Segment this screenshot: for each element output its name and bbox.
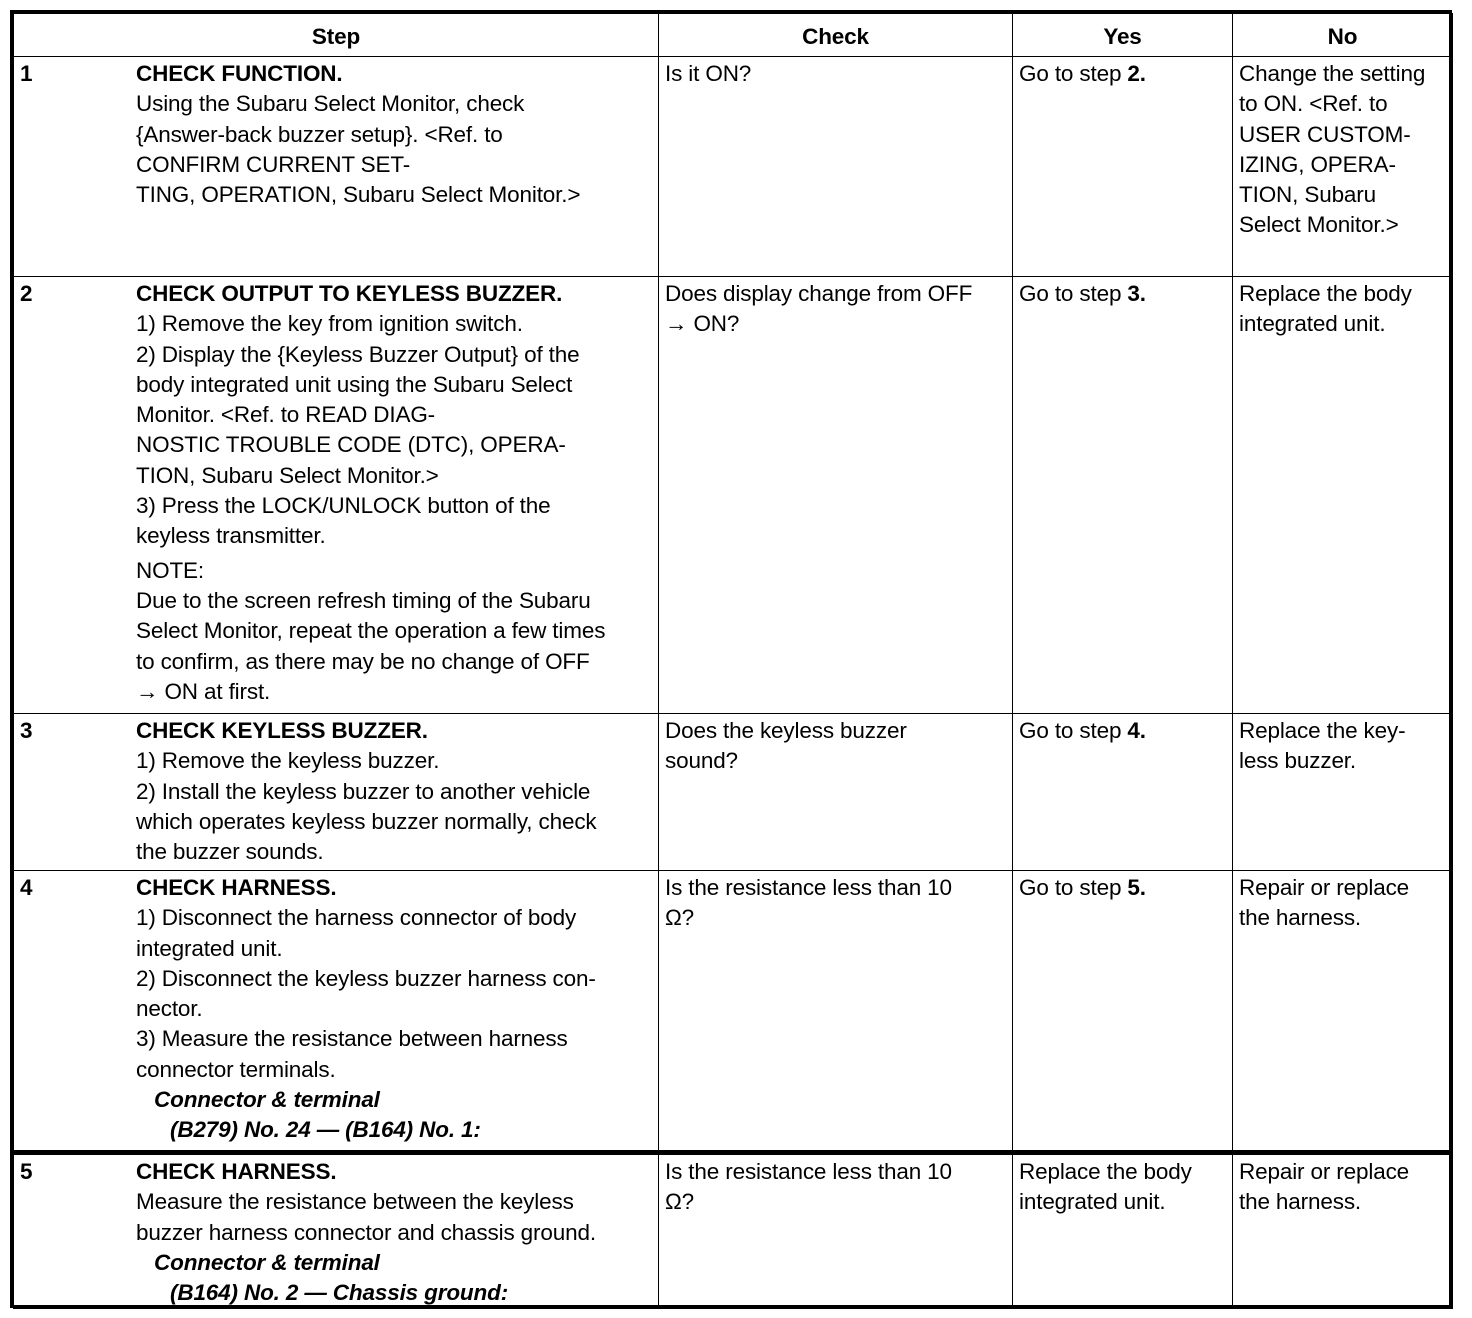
check-cell	[659, 871, 1013, 1153]
step-cell	[14, 714, 659, 871]
no-text-line: USER CUSTOM-	[1239, 121, 1411, 147]
yes-step-ref: 4.	[1127, 718, 1146, 743]
step-number: 5	[20, 1159, 33, 1184]
check-text-line: Does display change from OFF	[665, 281, 973, 306]
no-text-line: the harness.	[1239, 905, 1362, 931]
yes-step-ref: 5.	[1127, 875, 1146, 900]
yes-text: Go to step	[1019, 718, 1128, 743]
yes-text-line: Replace the body	[1019, 1159, 1192, 1184]
diagnostic-procedure-table	[10, 10, 1452, 1308]
step-text-line: Measure the resistance between the keyless	[136, 1189, 574, 1215]
step-cell	[14, 1153, 659, 1309]
step-number: 3	[20, 718, 33, 743]
no-cell	[1233, 714, 1453, 871]
step-text-line: connector terminals.	[136, 1056, 336, 1082]
no-text-line: less buzzer.	[1239, 748, 1357, 774]
table-row	[14, 871, 1453, 1153]
no-cell	[1233, 871, 1453, 1153]
no-text-line: Select Monitor.>	[1239, 212, 1399, 238]
step-title: CHECK OUTPUT TO KEYLESS BUZZER.	[136, 281, 563, 306]
step-text-line: 3) Measure the resistance between harness	[136, 1026, 568, 1052]
step-text-line: 1) Disconnect the harness connector of body	[136, 905, 577, 931]
step-text-line: buzzer harness connector and chassis ground.	[136, 1219, 596, 1245]
step-text-line: CONFIRM CURRENT SET-	[136, 151, 411, 177]
step-text-line: 2) Install the keyless buzzer to another vehicle	[136, 778, 591, 804]
yes-step-ref: 3.	[1127, 281, 1146, 306]
check-text-line: Is the resistance less than 10	[665, 875, 952, 900]
step-number: 4	[20, 875, 33, 900]
step-text-line: TION, Subaru Select Monitor.>	[136, 462, 439, 488]
yes-cell	[1013, 714, 1233, 871]
step-title: CHECK KEYLESS BUZZER.	[136, 718, 428, 743]
check-text-line: Does the keyless buzzer	[665, 718, 907, 743]
header-row	[14, 14, 1453, 57]
step-text-line: keyless transmitter.	[136, 523, 326, 549]
note-text-line: Select Monitor, repeat the operation a few times	[136, 618, 606, 644]
check-text-line: → ON?	[665, 311, 740, 337]
step-text-line: which operates keyless buzzer normally, check	[136, 808, 597, 834]
check-cell	[659, 57, 1013, 277]
step-cell	[14, 871, 659, 1153]
step-text-line: Monitor. <Ref. to READ DIAG-	[136, 402, 436, 428]
no-cell	[1233, 57, 1453, 277]
step-number: 2	[20, 281, 33, 306]
yes-text: Go to step	[1019, 61, 1128, 86]
step-text-line: integrated unit.	[136, 935, 283, 961]
note-text-line: → ON at first.	[136, 678, 271, 704]
yes-cell	[1013, 871, 1233, 1153]
check-text-line: Ω?	[665, 905, 695, 931]
check-text-line: Ω?	[665, 1189, 695, 1215]
table-row	[14, 714, 1453, 871]
note-text-line: Due to the screen refresh timing of the Subaru	[136, 587, 591, 613]
step-cell	[14, 277, 659, 714]
yes-step-ref: 2.	[1127, 61, 1146, 86]
no-text-line: Repair or replace	[1239, 875, 1410, 900]
note-text-line: to confirm, as there may be no change of OFF	[136, 648, 590, 674]
step-title: CHECK FUNCTION.	[136, 61, 343, 86]
check-text-line: Is the resistance less than 10	[665, 1159, 952, 1184]
spec-value: (B164) No. 2 — Chassis ground:	[170, 1280, 509, 1306]
step-title: CHECK HARNESS.	[136, 1159, 337, 1184]
header-step: Step	[14, 14, 659, 57]
step-title: CHECK HARNESS.	[136, 875, 337, 900]
spec-value: (B279) No. 24 — (B164) No. 1:	[170, 1117, 481, 1143]
check-cell	[659, 714, 1013, 871]
step-table	[13, 13, 1453, 1309]
yes-text: Go to step	[1019, 281, 1128, 306]
header-yes: Yes	[1013, 14, 1233, 57]
note-label: NOTE:	[136, 557, 205, 583]
step-text-line: body integrated unit using the Subaru Select	[136, 371, 573, 397]
no-cell	[1233, 277, 1453, 714]
no-cell	[1233, 1153, 1453, 1309]
step-text-line: 3) Press the LOCK/UNLOCK button of the	[136, 493, 551, 519]
no-text-line: Replace the key-	[1239, 718, 1406, 743]
step-text-line: TING, OPERATION, Subaru Select Monitor.>	[136, 182, 581, 208]
yes-cell	[1013, 277, 1233, 714]
yes-cell	[1013, 57, 1233, 277]
yes-text-line: integrated unit.	[1019, 1189, 1166, 1215]
no-text-line: Replace the body	[1239, 281, 1412, 306]
no-text-line: TION, Subaru	[1239, 182, 1377, 208]
spec-label: Connector & terminal	[154, 1087, 380, 1113]
table-row	[14, 1153, 1453, 1309]
table-row	[14, 57, 1453, 277]
no-text-line: Change the setting	[1239, 61, 1426, 86]
no-text-line: IZING, OPERA-	[1239, 151, 1396, 177]
yes-cell	[1013, 1153, 1233, 1309]
step-text-line: 2) Disconnect the keyless buzzer harness con-	[136, 965, 596, 991]
no-text-line: Repair or replace	[1239, 1159, 1410, 1184]
step-text-line: {Answer-back buzzer setup}. <Ref. to	[136, 121, 503, 147]
check-text: Is it ON?	[665, 61, 752, 86]
header-no: No	[1233, 14, 1453, 57]
table-row	[14, 277, 1453, 714]
step-text-line: 1) Remove the keyless buzzer.	[136, 748, 440, 774]
yes-text: Go to step	[1019, 875, 1128, 900]
step-cell	[14, 57, 659, 277]
no-text-line: the harness.	[1239, 1189, 1362, 1215]
step-text-line: nector.	[136, 996, 203, 1022]
check-text-line: sound?	[665, 748, 738, 774]
no-text-line: integrated unit.	[1239, 311, 1386, 337]
check-cell	[659, 1153, 1013, 1309]
check-cell	[659, 277, 1013, 714]
spec-label: Connector & terminal	[154, 1249, 380, 1275]
step-text-line: Using the Subaru Select Monitor, check	[136, 91, 525, 117]
step-text-line: NOSTIC TROUBLE CODE (DTC), OPERA-	[136, 432, 566, 458]
header-check: Check	[659, 14, 1013, 57]
step-number: 1	[20, 61, 33, 86]
step-text-line: 1) Remove the key from ignition switch.	[136, 311, 523, 337]
step-text-line: the buzzer sounds.	[136, 839, 324, 865]
no-text-line: to ON. <Ref. to	[1239, 91, 1388, 117]
step-text-line: 2) Display the {Keyless Buzzer Output} of the	[136, 341, 580, 367]
